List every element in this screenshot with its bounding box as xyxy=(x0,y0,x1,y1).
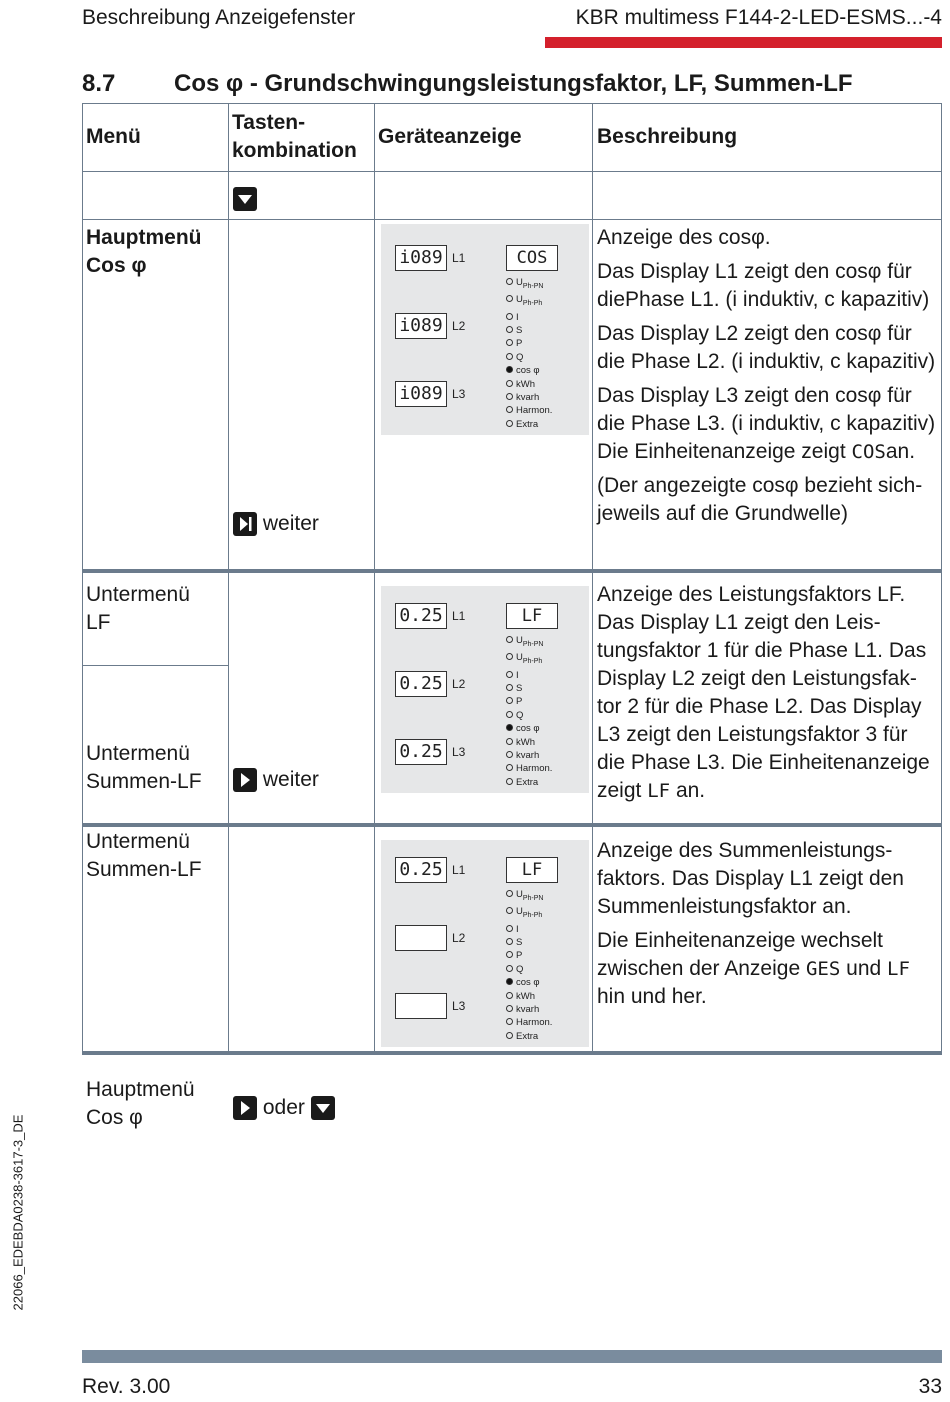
indicator-kvarh: kvarh xyxy=(506,749,552,762)
row3-menu-line2: Summen-LF xyxy=(86,858,202,881)
arrow-right-key-icon[interactable] xyxy=(233,1096,257,1120)
row2-key-label: weiter xyxy=(262,768,319,791)
indicator-kwh: kWh xyxy=(506,990,552,1003)
row2-unit-display: LF xyxy=(506,603,558,629)
row1-menu-line1: Hauptmenü xyxy=(86,226,202,249)
row2-menu-lf-line1: Untermenü xyxy=(86,583,190,606)
indicator-kwh: kWh xyxy=(506,378,552,391)
row3-menu xyxy=(86,828,202,884)
row2-description xyxy=(597,581,941,805)
row1-desc-para: Anzeige des cosφ. xyxy=(597,226,771,249)
section-heading xyxy=(82,70,853,98)
indicator-cos-phi: cos φ xyxy=(506,976,552,989)
row2-menu-summen-lf xyxy=(86,740,202,796)
indicator-s: S xyxy=(506,682,552,695)
lcd-label-l2: L2 xyxy=(452,677,466,691)
indicator-u-ph-pn: $U_{Ph-PN}$ xyxy=(506,888,552,905)
indicator-harmon: Harmon. xyxy=(506,762,552,775)
row1-unit-display: COS xyxy=(506,245,558,271)
footer-page-number: 33 xyxy=(918,1375,942,1398)
col-header-keys xyxy=(232,109,357,165)
indicator-kwh: kWh xyxy=(506,736,552,749)
row1-lcd-l3: i089 xyxy=(395,381,447,407)
after-menu xyxy=(86,1076,195,1132)
indicator-extra: Extra xyxy=(506,776,552,789)
table-col-rule xyxy=(228,103,229,1054)
table-right-rule xyxy=(941,103,942,1054)
row2-key xyxy=(233,766,319,794)
table-col-rule xyxy=(374,103,375,1054)
indicator-harmon: Harmon. xyxy=(506,404,552,417)
after-keys xyxy=(233,1094,335,1122)
indicator-s: S xyxy=(506,324,552,337)
row1-indicator-list xyxy=(506,276,552,431)
row1-desc-note: (Der angezeigte cosφ bezieht sich- jeweils auf die Grundwelle) xyxy=(597,474,923,525)
row3-device-display xyxy=(381,840,589,1047)
indicator-i: I xyxy=(506,311,552,324)
indicator-u-ph-ph: $U_{Ph-Ph}$ xyxy=(506,651,552,668)
header-right-title: KBR multimess F144-2-LED-ESMS...-4 xyxy=(575,6,942,29)
footer-revision: Rev. 3.00 xyxy=(82,1375,171,1398)
table-top-rule xyxy=(82,103,942,104)
document-code: 22066_EDEBDA0238-3617-3_DE xyxy=(10,1114,26,1311)
lcd-label-l1: L1 xyxy=(452,251,466,265)
table-left-rule xyxy=(82,103,83,1054)
row1-menu xyxy=(86,224,202,280)
indicator-u-ph-ph: $U_{Ph-Ph}$ xyxy=(506,905,552,922)
arrow-down-key-icon[interactable] xyxy=(311,1096,335,1120)
row1-desc-para: Das Display L1 zeigt den cosφ für diePhase L1. (i induktiv, c kapazitiv) xyxy=(597,260,930,311)
indicator-extra: Extra xyxy=(506,418,552,431)
row1-desc-unit: Die Einheitenanzeige zeigt COSan. xyxy=(597,440,916,463)
seg-ges-glyph: GES xyxy=(805,958,841,980)
after-keys-oder: oder xyxy=(262,1096,305,1119)
row1-desc-para: Das Display L2 zeigt den cosφ für die Phase L2. (i induktiv, c kapazitiv) xyxy=(597,322,936,373)
indicator-p: P xyxy=(506,337,552,350)
row1-lcd-l1: i089 xyxy=(395,245,447,271)
row2-desc-end: zeigt LF an. xyxy=(597,779,706,802)
after-menu-line2: Cos φ xyxy=(86,1106,143,1129)
row1-lcd-l2: i089 xyxy=(395,313,447,339)
after-menu-line1: Hauptmenü xyxy=(86,1078,195,1101)
lcd-label-l3: L3 xyxy=(452,999,466,1013)
indicator-kvarh: kvarh xyxy=(506,1003,552,1016)
seg-cos-glyph: COS xyxy=(851,441,886,463)
arrow-right-end-key-icon[interactable] xyxy=(233,512,257,536)
row2-lcd-l2: 0.25 xyxy=(395,671,447,697)
lcd-label-l3: L3 xyxy=(452,745,466,759)
lcd-label-l1: L1 xyxy=(452,609,466,623)
indicator-q: Q xyxy=(506,963,552,976)
table-bottom-rule xyxy=(82,1051,942,1055)
indicator-p: P xyxy=(506,695,552,708)
table-header-rule xyxy=(82,171,942,172)
menu-table xyxy=(82,103,942,1054)
indicator-q: Q xyxy=(506,351,552,364)
row2-lcd-l3: 0.25 xyxy=(395,739,447,765)
indicator-p: P xyxy=(506,949,552,962)
row1-menu-line2: Cos φ xyxy=(86,254,147,277)
row2-lcd-l1: 0.25 xyxy=(395,603,447,629)
lcd-label-l2: L2 xyxy=(452,319,466,333)
row3-lcd-l2 xyxy=(395,925,447,951)
row3-lcd-l1: 0.25 xyxy=(395,857,447,883)
arrow-right-key-icon[interactable] xyxy=(233,768,257,792)
indicator-kvarh: kvarh xyxy=(506,391,552,404)
row2-menu-summen-line1: Untermenü xyxy=(86,742,190,765)
indicator-harmon: Harmon. xyxy=(506,1016,552,1029)
row2-menu-lf-line2: LF xyxy=(86,611,111,634)
indicator-u-ph-pn: $U_{Ph-PN}$ xyxy=(506,634,552,651)
seg-lf-glyph: LF xyxy=(887,958,910,980)
table-row-divider xyxy=(82,823,942,827)
col-header-description: Beschreibung xyxy=(597,125,738,148)
indicator-extra: Extra xyxy=(506,1030,552,1043)
header-accent-bar xyxy=(545,37,942,48)
indicator-cos-phi: cos φ xyxy=(506,364,552,377)
row1-description xyxy=(597,224,941,534)
table-submenu-divider xyxy=(82,665,228,666)
table-row-divider xyxy=(82,569,942,573)
seg-lf-glyph: LF xyxy=(647,780,671,802)
col-header-keys-line2: kombination xyxy=(232,139,357,162)
indicator-s: S xyxy=(506,936,552,949)
row3-unit-display: LF xyxy=(506,857,558,883)
row3-desc-para: Anzeige des Summenleistungs- faktors. Das Display L1 zeigt den Summenleistungsfaktor an. xyxy=(597,839,904,918)
indicator-i: I xyxy=(506,669,552,682)
row2-device-display xyxy=(381,586,589,793)
row3-menu-line1: Untermenü xyxy=(86,830,190,853)
indicator-u-ph-pn: $U_{Ph-PN}$ xyxy=(506,276,552,293)
row2-indicator-list xyxy=(506,634,552,789)
lcd-label-l1: L1 xyxy=(452,863,466,877)
indicator-q: Q xyxy=(506,709,552,722)
header-left-title: Beschreibung Anzeigefenster xyxy=(82,6,356,29)
row3-description xyxy=(597,837,941,1017)
arrow-down-key-icon[interactable] xyxy=(233,187,257,211)
row1-device-display xyxy=(381,224,589,435)
col-header-keys-line1: Tasten- xyxy=(232,111,306,134)
footer-bar xyxy=(82,1350,942,1363)
row1-key xyxy=(233,510,319,538)
section-title: Cos φ - Grundschwingungsleistungsfaktor, LF, Summen-LF xyxy=(174,70,853,97)
table-col-rule xyxy=(592,103,593,1054)
indicator-u-ph-ph: $U_{Ph-Ph}$ xyxy=(506,293,552,310)
row3-indicator-list xyxy=(506,888,552,1043)
row1-desc-para: Das Display L3 zeigt den cosφ für die Phase L3. (i induktiv, c kapazitiv) xyxy=(597,384,936,435)
row2-menu-lf xyxy=(86,581,190,637)
col-header-menu: Menü xyxy=(86,125,141,148)
lcd-label-l2: L2 xyxy=(452,931,466,945)
row2-menu-summen-line2: Summen-LF xyxy=(86,770,202,793)
indicator-i: I xyxy=(506,923,552,936)
row1-key-label: weiter xyxy=(262,512,319,535)
row2-desc-text: Anzeige des Leistungsfaktors LF. Das Display L1 zeigt den Leis- tungsfaktor 1 für die Phase L1. Das Display L2 zeigt den Leistungsfak- tor 2 für die Phase L2. Das Display L3 zeigt den Leistungsfaktor 3 für die Phase L3. Die Einheitenanzeige xyxy=(597,583,930,774)
lcd-label-l3: L3 xyxy=(452,387,466,401)
section-number: 8.7 xyxy=(82,70,116,97)
table-icon-row-rule xyxy=(82,219,942,220)
col-header-display: Geräteanzeige xyxy=(378,125,522,148)
row3-desc-unit: Die Einheitenanzeige wechselt zwischen der Anzeige GES und LF hin und her. xyxy=(597,929,910,1008)
row3-lcd-l3 xyxy=(395,993,447,1019)
indicator-cos-phi: cos φ xyxy=(506,722,552,735)
